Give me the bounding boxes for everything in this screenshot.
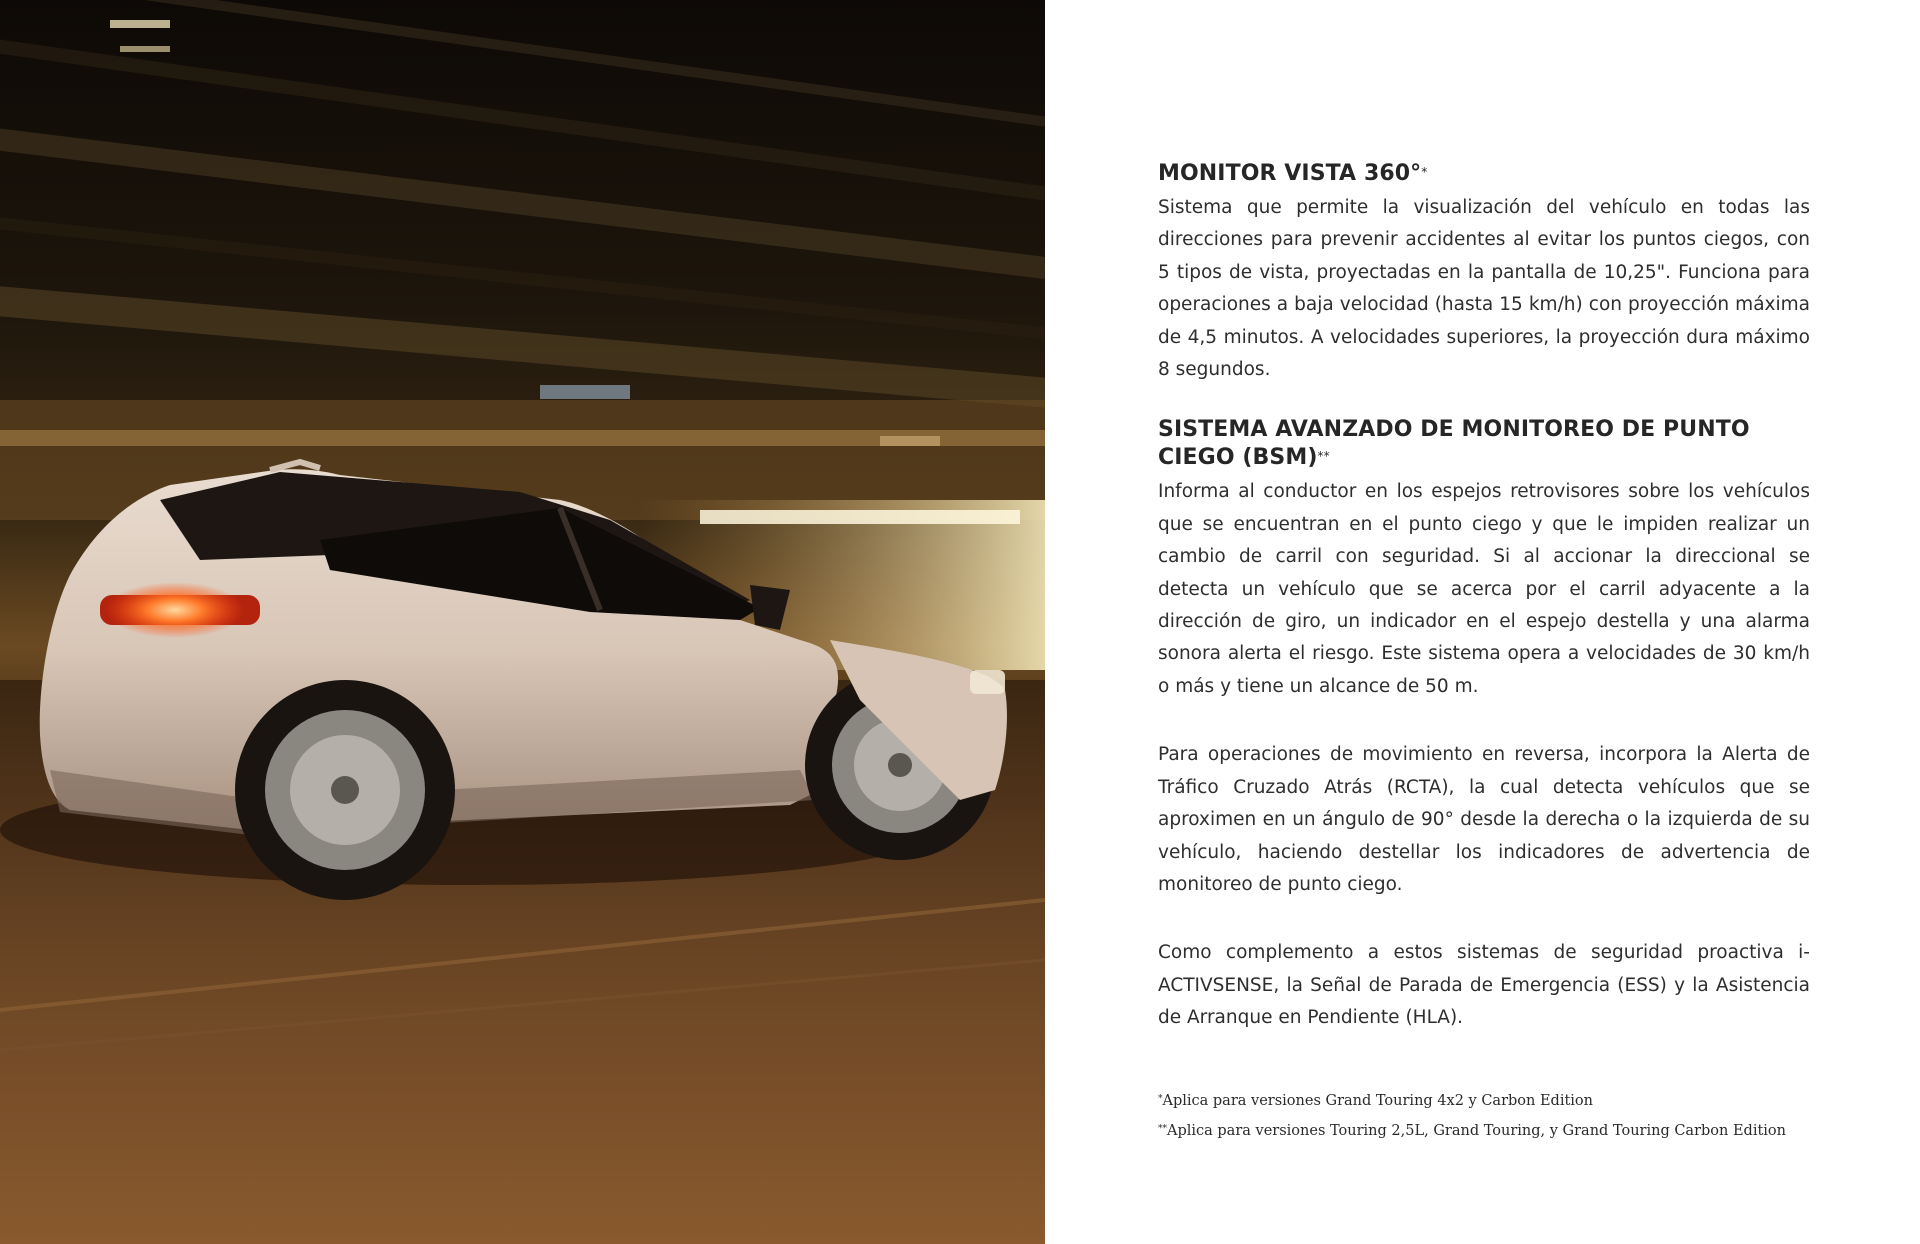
section2-title-text: SISTEMA AVANZADO DE MONITOREO DE PUNTO CIEGO (BSM) (1158, 417, 1750, 471)
section2-title (1158, 416, 1810, 472)
footnote-1 (1158, 1086, 1818, 1116)
section1-title-mark: * (1421, 165, 1428, 179)
section1-title (1158, 160, 1810, 188)
footnote-2-text: Aplica para versiones Touring 2,5L, Grand Touring, y Grand Touring Carbon Edition (1167, 1123, 1786, 1139)
section2-body-1: Informa al conductor en los espejos retrovisores sobre los vehículos que se encuentran en el punto ciego y que le impiden realizar un cambio de carril con seguridad. Si al accionar la direccional se detecta un vehículo que se acerca por el carril adyacente a la dirección de giro, un indicador en el espejo destella y una alarma sonora alerta el riesgo. Este sistema opera a velocidades de 30 km/h o más y tiene un alcance de 50 m. (1158, 481, 1810, 697)
footnote-2 (1158, 1116, 1818, 1146)
section2-body-3: Como complemento a estos sistemas de seguridad proactiva i-ACTIVSENSE, la Señal de Parada de Emergencia (ESS) y la Asistencia de Arranque en Pendiente (HLA). (1158, 942, 1810, 1029)
footnote-2-mark: ** (1158, 1124, 1167, 1134)
section1-title-text: MONITOR VISTA 360° (1158, 161, 1422, 186)
section1-body: Sistema que permite la visualización del vehículo en todas las direcciones para prevenir accidentes al evitar los puntos ciegos, con 5 tipos de vista, proyectadas en la pantalla de 10,25". Funciona para operaciones a baja velocidad (hasta 15 km/h) con proyección máxima de 4,5 minutos. A velocidades superiores, la proyección dura máximo 8 segundos. (1158, 197, 1810, 381)
section2-body-2: Para operaciones de movimiento en reversa, incorpora la Alerta de Tráfico Cruzado Atrás (RCTA), la cual detecta vehículos que se aproximen en un ángulo de 90° desde la derecha o la izquierda de su vehículo, haciendo destellar los indicadores de advertencia de monitoreo de punto ciego. (1158, 744, 1810, 895)
section2-title-mark: ** (1317, 449, 1330, 464)
text-panel (1158, 160, 1810, 1035)
footnote-1-mark: * (1158, 1094, 1163, 1104)
footnote-1-text: Aplica para versiones Grand Touring 4x2 y Carbon Edition (1162, 1093, 1594, 1109)
footnotes (1158, 1086, 1818, 1146)
